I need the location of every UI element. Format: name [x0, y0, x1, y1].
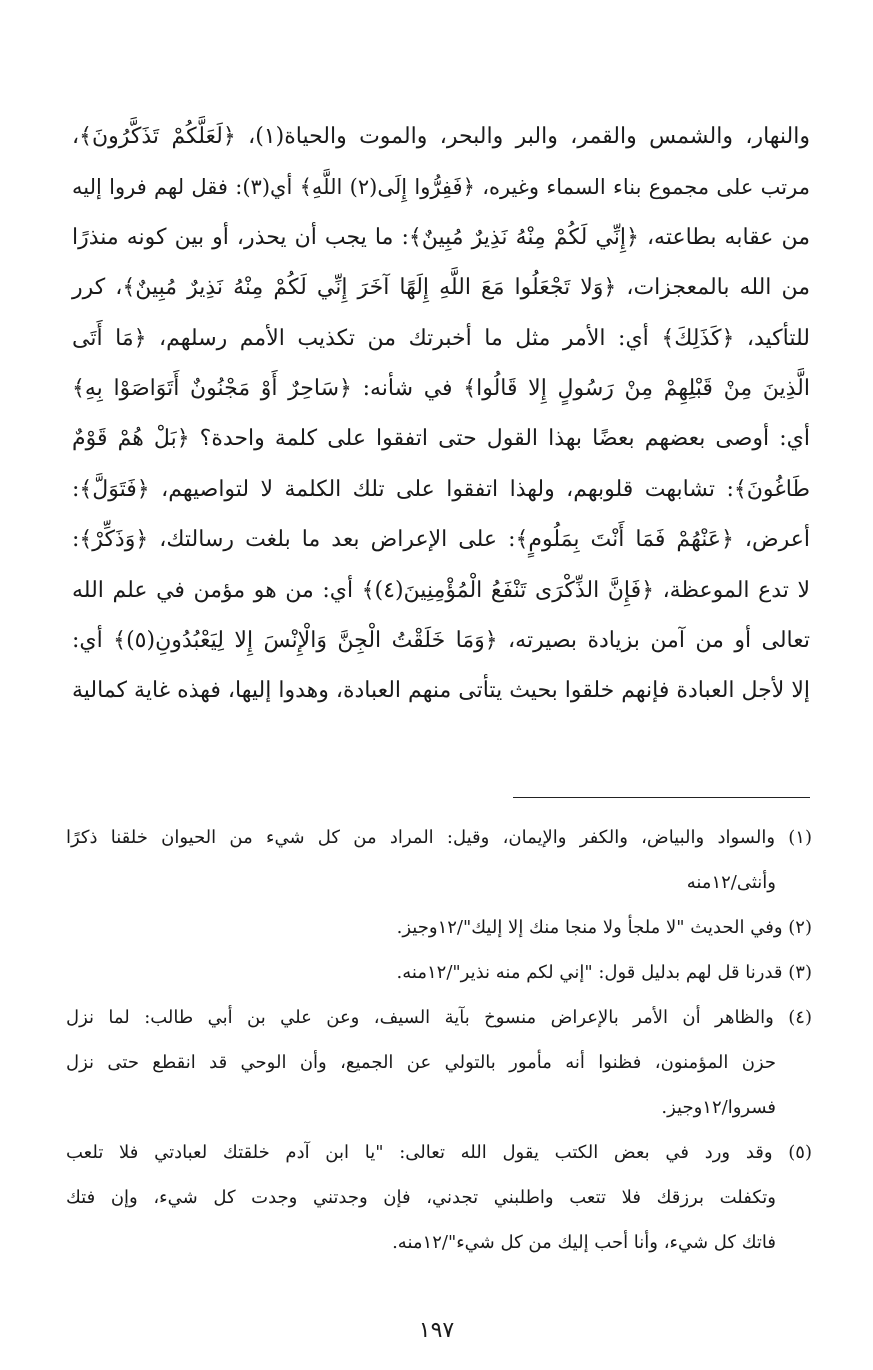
footnote-5: (٥) وقد ورد في بعض الكتب يقول الله تعالى: "يا ابن آدم خلقتك لعبادتي فلا تلعب — [66, 1142, 812, 1163]
footnote-4-continuation: فسروا/١٢وجيز. — [661, 1097, 776, 1118]
footnote-3: (٣) قدرنا قل لهم بدليل قول: "إني لكم منه نذير"/١٢منه. — [396, 962, 812, 983]
footnote-5-continuation: فاتك كل شيء، وأنا أحب إليك من كل شيء"/١٢منه. — [392, 1232, 776, 1253]
footnote-1-continuation: وأنثى/١٢منه — [686, 872, 776, 893]
text-line: من الله بالمعجزات، ﴿وَلا تَجْعَلُوا مَعَ اللَّهِ إِلَهًا آخَرَ إِنِّي لَكُمْ مِنْهُ نَذِيرٌ مُبِينٌ﴾، كرر — [72, 275, 810, 301]
text-line: أي: أوصى بعضهم بعضًا بهذا القول حتى اتفقوا على كلمة واحدة؟ ﴿بَلْ هُمْ قَوْمٌ — [72, 426, 810, 452]
text-line: لا تدع الموعظة، ﴿فَإِنَّ الذِّكْرَى تَنْفَعُ الْمُؤْمِنِينَ(٤)﴾ أي: من هو مؤمن في علم الله — [72, 577, 811, 603]
footnotes-block — [66, 815, 812, 1265]
text-line: الَّذِينَ مِنْ قَبْلِهِمْ مِنْ رَسُولٍ إِلا قَالُوا﴾ في شأنه: ﴿سَاحِرٌ أَوْ مَجْنُونٌ أَتَوَاصَوْا بِهِ﴾ — [72, 375, 810, 401]
main-text-block — [72, 112, 810, 717]
text-line: من عقابه بطاعته، ﴿إِنِّي لَكُمْ مِنْهُ نَذِيرٌ مُبِينٌ﴾: ما يجب أن يحذر، أو بين كونه منذرًا — [72, 224, 810, 250]
text-line: والنهار، والشمس والقمر، والبر والبحر، والموت والحياة(١)، ﴿لَعَلَّكُمْ تَذَكَّرُونَ﴾، — [72, 124, 810, 149]
footnote-4: (٤) والظاهر أن الأمر بالإعراض منسوخ بآية السيف، وعن علي بن أبي طالب: لما نزل — [66, 1007, 812, 1028]
text-line: أعرض، ﴿عَنْهُمْ فَمَا أَنْتَ بِمَلُومٍ﴾: على الإعراض بعد ما بلغت رسالتك، ﴿وَذَكِّرْ﴾: — [72, 527, 810, 553]
text-line: إلا لأجل العبادة فإنهم خلقوا بحيث يتأتى منهم العبادة، وهدوا إليها، فهذه غاية كمالية — [72, 678, 810, 704]
footnote-1: (١) والسواد والبياض، والكفر والإيمان، وقيل: المراد من كل شيء من الحيوان خلقنا ذكرًا — [66, 827, 812, 848]
text-line: مرتب على مجموع بناء السماء وغيره، ﴿فَفِرُّوا إِلَى(٢) اللَّهِ﴾ أي(٣): فقل لهم فروا إليه — [72, 175, 810, 200]
text-line: طَاغُونَ﴾: تشابهت قلوبهم، ولهذا اتفقوا على تلك الكلمة لا لتواصيهم، ﴿فَتَوَلَّ﴾: — [72, 476, 810, 502]
page-number: ١٩٧ — [418, 1318, 455, 1343]
footnote-2: (٢) وفي الحديث "لا ملجأ ولا منجا منك إلا إليك"/١٢وجيز. — [396, 917, 812, 938]
footnote-separator — [513, 797, 810, 798]
text-line: تعالى أو من آمن بزيادة بصيرته، ﴿وَمَا خَلَقْتُ الْجِنَّ وَالْإِنْسَ إِلا لِيَعْبُدُونِ(٥)﴾ أي: — [72, 627, 810, 653]
footnote-5-continuation: وتكفلت برزقك فلا تتعب واطلبني تجدني، فإن وجدتني وجدت كل شيء، وإن فتك — [66, 1187, 776, 1208]
text-line: للتأكيد، ﴿كَذَلِكَ﴾ أي: الأمر مثل ما أخبرتك من تكذيب الأمم رسلهم، ﴿مَا أَتَى — [72, 325, 810, 351]
footnote-4-continuation: حزن المؤمنون، فظنوا أنه مأمور بالتولي عن الجميع، وأن الوحي قد انقطع حتى نزل — [66, 1052, 776, 1073]
